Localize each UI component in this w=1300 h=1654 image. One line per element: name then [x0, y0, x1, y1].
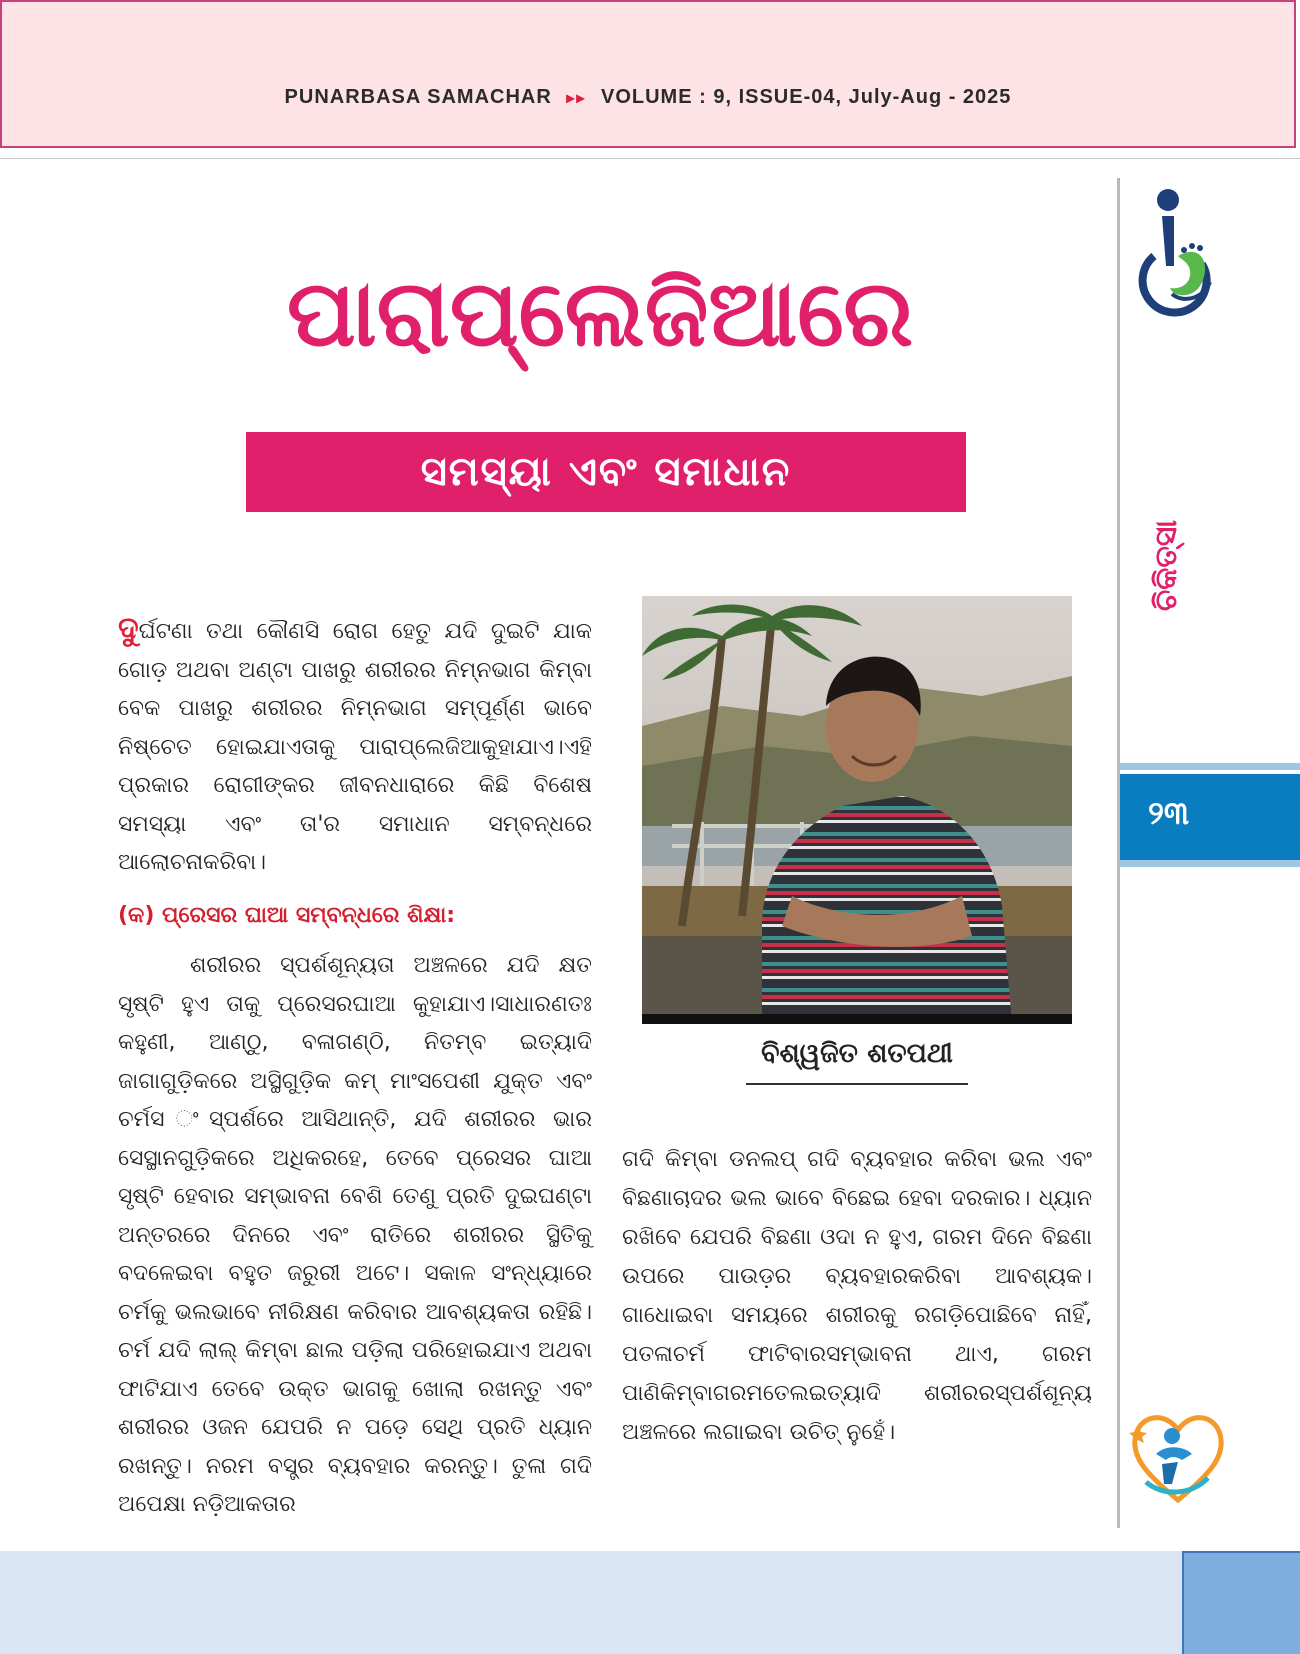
publication-name: PUNARBASA SAMACHAR	[284, 86, 552, 108]
intro-text: ର୍ଘଟଣା ତଥା କୌଣସି ରୋଗ ହେତୁ ଯଦି ଦୁଇଟି ଯାକ ଗୋଡ଼ ଅଥବା ଅଣ୍ଟା ପାଖରୁ ଶରୀରର ନିମ୍ନଭାଗ କିମ୍ବା ବେକ ପାଖରୁ ଶରୀରର ନିମ୍ନଭାଗ ସମ୍ପୂର୍ଣ୍ଣ ଭାବେ ନିଷ୍ଚେତ ହୋଇଯାଏତାକୁ ପାରାପ୍ଲେଜିଆକୁହାଯାଏ।ଏହି ପ୍ରକାର ରୋଗୀଙ୍କର ଜୀବନଧାରାରେ କିଛି ବିଶେଷ ସମସ୍ୟା ଏବଂ ତା'ର ସମାଧାନ ସମ୍ବନ୍ଧରେ ଆଲୋଚନାକରିବା।	[118, 619, 592, 875]
right-column	[622, 1140, 1092, 1452]
author-photo-image	[642, 596, 1072, 1024]
left-column	[118, 610, 592, 1525]
page-number: ୨୩	[1148, 794, 1190, 832]
arrow-icon: ▸▸	[566, 90, 587, 107]
footer-corner-box	[1182, 1551, 1300, 1654]
wheelchair-user-logo-icon	[1132, 186, 1218, 326]
section-label: ଚିକିତ୍ସା	[1149, 519, 1185, 611]
author-name: ବିଶ୍ୱଜିତ ଶତପଥୀ	[761, 1038, 953, 1069]
issue-info: VOLUME : 9, ISSUE-04, July-Aug - 2025	[601, 86, 1012, 108]
body-right-paragraph: ଗଦି କିମ୍ବା ଡନଲପ୍ ଗଦି ବ୍ୟବହାର କରିବା ଭଲ ଏବଂ ବିଛଣାଚାଦର ଭଲ ଭାବେ ବିଛେଇ ହେବା ଦରକାର। ଧ୍ୟାନ ରଖିବେ ଯେପରି ବିଛଣା ଓଦା ନ ହୁଏ, ଗରମ ଦିନେ ବିଛଣା ଉପରେ ପାଉଡ଼ର ବ୍ୟବହାରକରିବା ଆବଶ୍ୟକ। ଗାଧୋଇବା ସମୟରେ ଶରୀରକୁ ରଗଡ଼ିପୋଛିବେ ନାହିଁ, ପତଳାଚର୍ମ ଫାଟିବାରସମ୍ଭାବନା ଥାଏ, ଗରମ ପାଣିକିମ୍ବାଗରମତେଲଇତ୍ୟାଦି ଶରୀରରସ୍ପର୍ଶଶୂନ୍ୟ ଅଞ୍ଚଳରେ ଲଗାଇବା ଉଚିତ୍ ନୁହେଁ।	[622, 1147, 1092, 1445]
page-number-box	[1120, 770, 1300, 860]
heart-rehabilitation-logo-icon	[1126, 1404, 1230, 1508]
header-line	[2, 86, 1294, 109]
caption-underline	[746, 1083, 968, 1085]
section-heading: (କ) ପ୍ରେସର ଘାଆ ସମ୍ବନ୍ଧରେ ଶିକ୍ଷା:	[118, 902, 456, 928]
subtitle-banner	[246, 432, 966, 512]
intro-paragraph	[118, 610, 592, 883]
drop-cap: ଦୁ	[118, 611, 139, 646]
header-band	[0, 0, 1296, 148]
header-divider	[0, 158, 1300, 159]
body-left-paragraph: ଶରୀରର ସ୍ପର୍ଶଶୂନ୍ୟତା ଅଞ୍ଚଳରେ ଯଦି କ୍ଷତ ସୃଷ୍ଟି ହୁଏ ତାକୁ ପ୍ରେସରଘାଆ କୁହାଯାଏ।ସାଧାରଣତଃ କହୁଣୀ, ଆଣ୍ଠୁ, ବଳାଗଣ୍ଠି, ନିତମ୍ବ ଇତ୍ୟାଦି ଜାଗାଗୁଡ଼ିକରେ ଅସ୍ଥିଗୁଡ଼ିକ କମ୍ ମାଂସପେଶୀ ଯୁକ୍ତ ଏବଂ ଚର୍ମସ ଂସ୍ପର୍ଶରେ ଆସିଥାନ୍ତି, ଯଦି ଶରୀରର ଭାର ସେସ୍ଥାନଗୁଡ଼ିକରେ ଅଧିକରହେ, ତେବେ ପ୍ରେସର ଘାଆ ସୃଷ୍ଟି ହେବାର ସମ୍ଭାବନା ବେଶି ତେଣୁ ପ୍ରତି ଦୁଇଘଣ୍ଟା ଅନ୍ତରରେ ଦିନରେ ଏବଂ ରାତିରେ ଶରୀରର ସ୍ଥିତିକୁ ବଦଳେଇବା ବହୁତ ଜରୁରୀ ଅଟେ। ସକାଳ ସଂନ୍ଧ୍ୟାରେ ଚର୍ମକୁ ଭଲଭାବେ ନୀରିକ୍ଷଣ କରିବାର ଆବଶ୍ୟକତା ରହିଛି। ଚର୍ମ ଯଦି ଲାଲ୍ କିମ୍ବା ଛାଲ ପଡ଼ିଲା ପରିହୋଇଯାଏ ଅଥବା ଫାଟିଯାଏ ତେବେ ଉକ୍ତ ଭାଗକୁ ଖୋଲା ରଖନ୍ତୁ ଏବଂ ଶରୀରର ଓଜନ ଯେପରି ନ ପଡ଼େ ସେଥି ପ୍ରତି ଧ୍ୟାନ ରଖନ୍ତୁ। ନରମ ବସ୍ତ୍ର ବ୍ୟବହାର କରନ୍ତୁ। ତୁଳା ଗଦି ଅପେକ୍ଷା ନଡ଼ିଆକତାର	[118, 953, 592, 1517]
footer-band	[0, 1551, 1300, 1654]
article-subtitle: ସମସ୍ୟା ଏବଂ ସମାଧାନ	[420, 449, 792, 495]
author-photo	[642, 596, 1072, 1024]
article-title: ପାରାପ୍ଲେଜିଆରେ	[286, 260, 914, 367]
